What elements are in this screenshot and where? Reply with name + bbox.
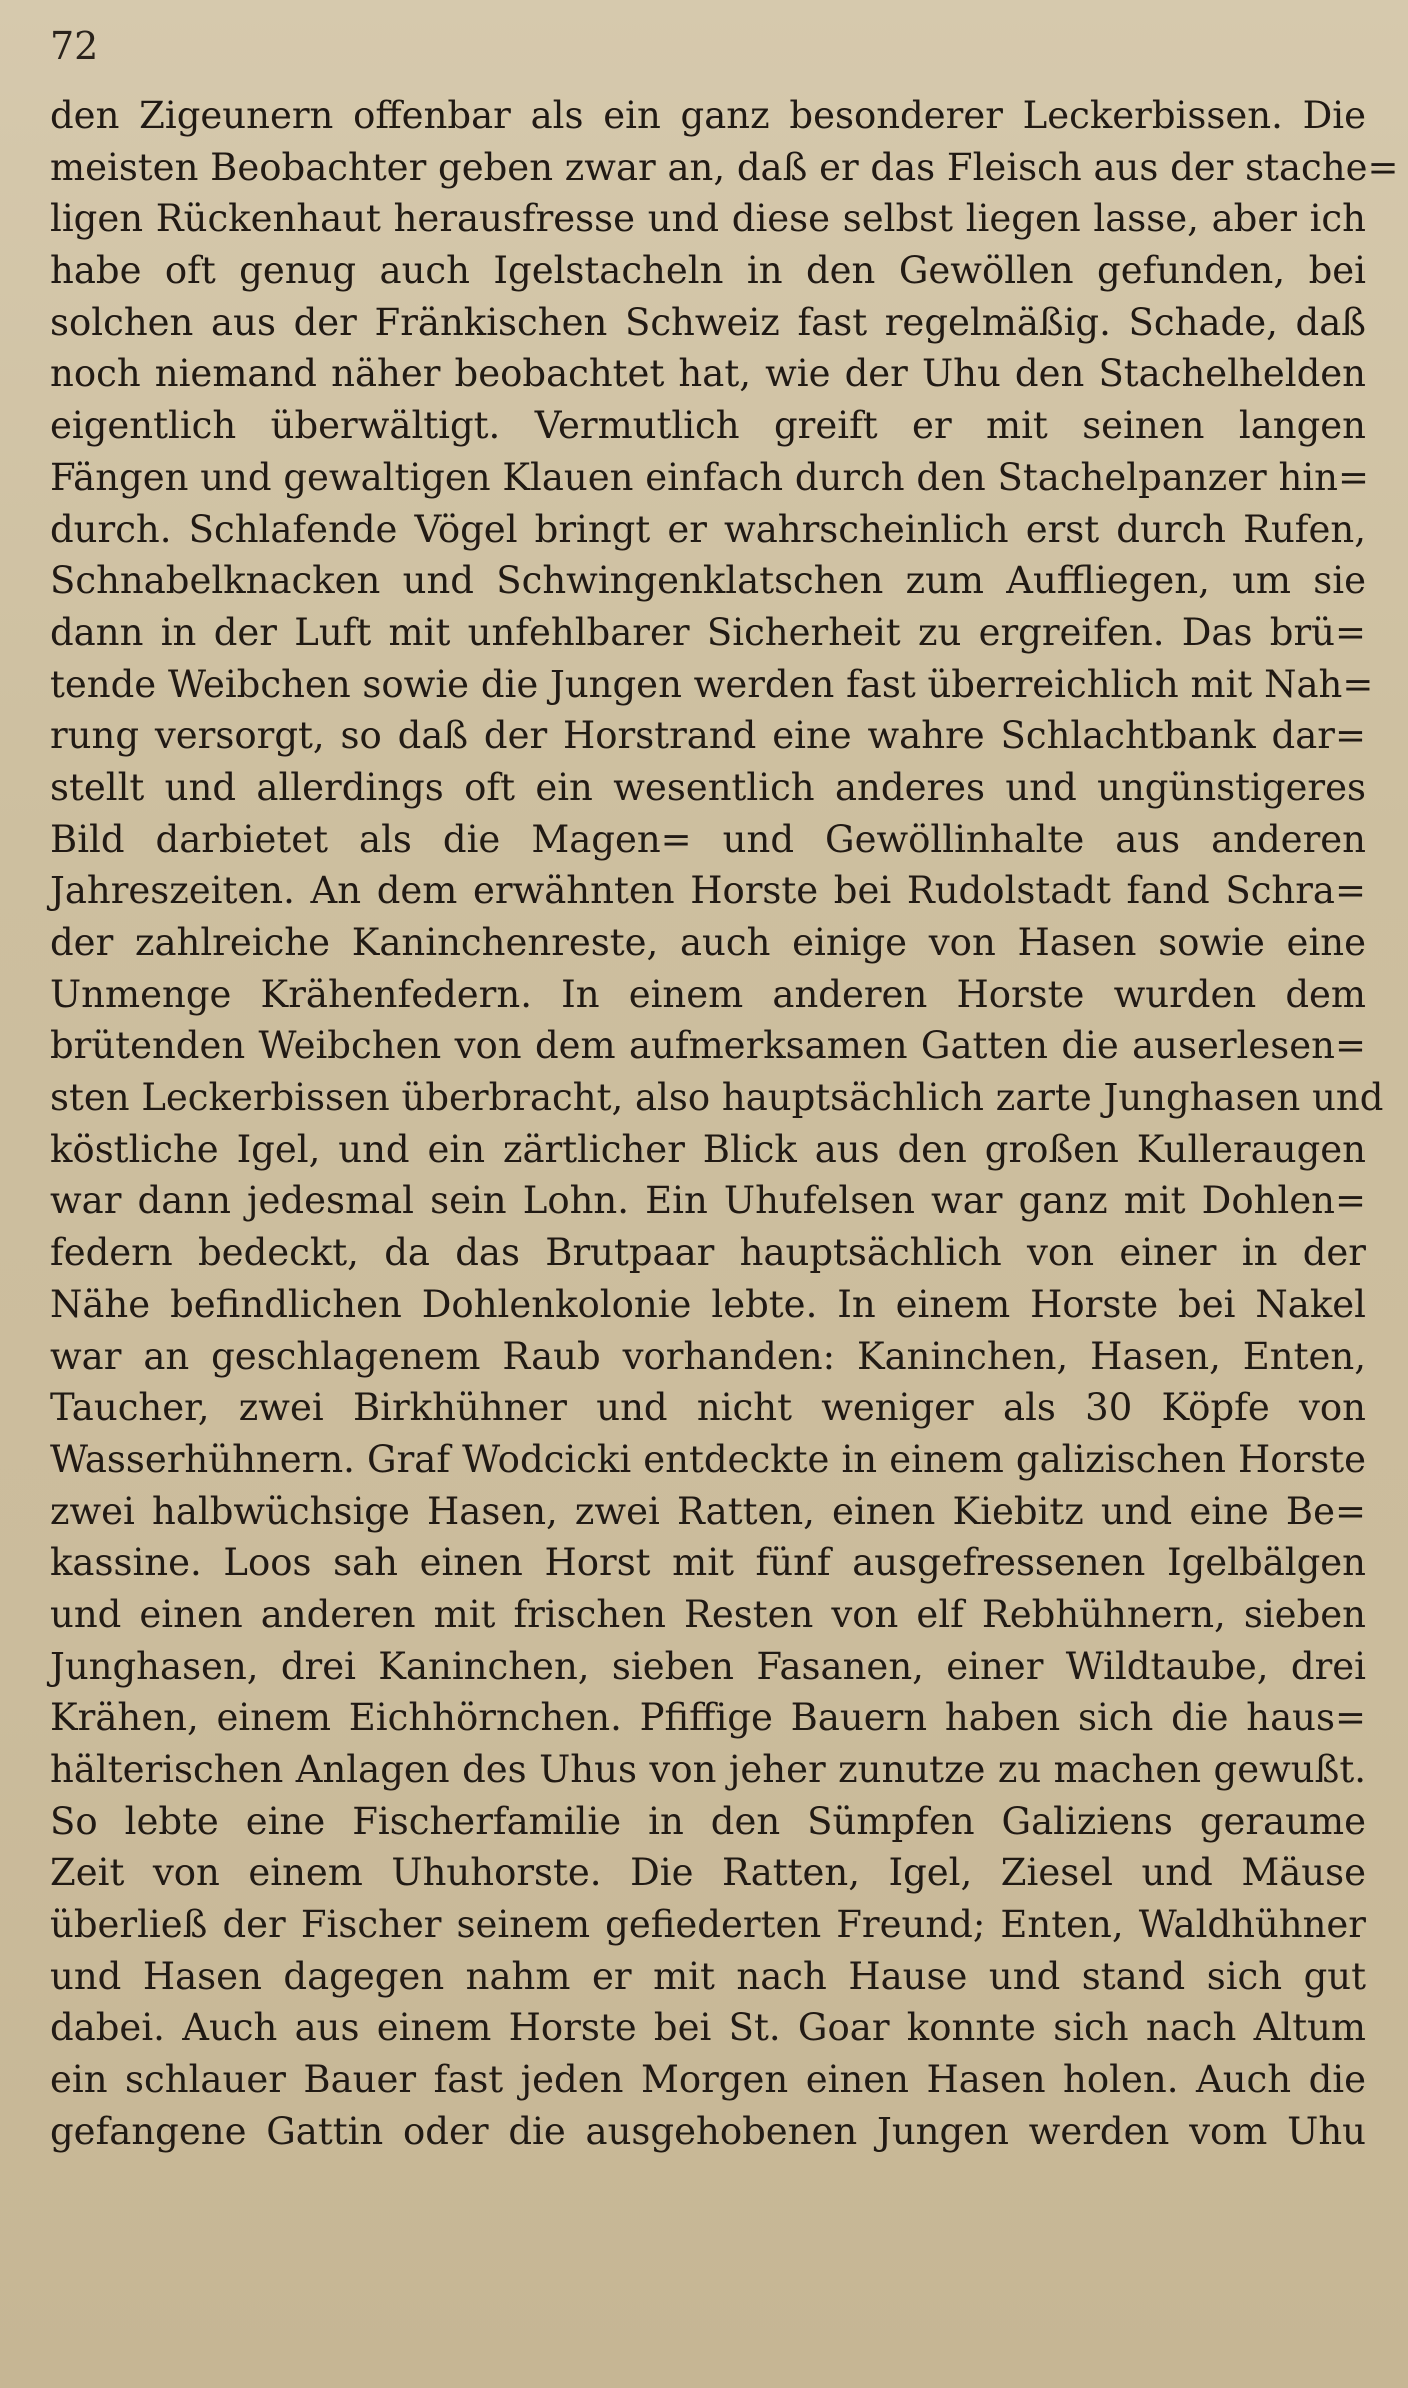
- text-line: Krähen, einem Eichhörnchen. Pfiffige Bauern haben sich die haus=: [50, 1696, 1366, 1740]
- text-line: überließ der Fischer seinem gefiederten Freund; Enten, Waldhühner: [50, 1903, 1366, 1947]
- text-line: brütenden Weibchen von dem aufmerksamen Gatten die auserlesen=: [50, 1024, 1366, 1068]
- text-line: Nähe befindlichen Dohlenkolonie lebte. In einem Horste bei Nakel: [50, 1282, 1366, 1326]
- text-line: stellt und allerdings oft ein wesentlich anderes und ungünstigeres: [50, 765, 1366, 809]
- text-line: So lebte eine Fischerfamilie in den Sümpfen Galiziens geraume: [50, 1799, 1366, 1843]
- text-line: dabei. Auch aus einem Horste bei St. Goar konnte sich nach Altum: [50, 2006, 1366, 2050]
- text-line: dann in der Luft mit unfehlbarer Sicherheit zu ergreifen. Das brü=: [50, 610, 1366, 654]
- text-line: und einen anderen mit frischen Resten von elf Rebhühnern, sieben: [50, 1592, 1366, 1636]
- text-line: Fängen und gewaltigen Klauen einfach durch den Stachelpanzer hin=: [50, 455, 1369, 499]
- text-line: meisten Beobachter geben zwar an, daß er das Fleisch aus der stache=: [50, 145, 1399, 189]
- text-line: tende Weibchen sowie die Jungen werden fast überreichlich mit Nah=: [50, 662, 1374, 706]
- body-text: [50, 90, 1399, 2158]
- text-line: hälterischen Anlagen des Uhus von jeher zunutze zu machen gewußt.: [50, 1748, 1366, 1791]
- text-line: zwei halbwüchsige Hasen, zwei Ratten, einen Kiebitz und eine Be=: [50, 1489, 1366, 1533]
- text-line: Wasserhühnern. Graf Wodcicki entdeckte in einem galizischen Horste: [50, 1437, 1366, 1481]
- text-line: Schnabelknacken und Schwingenklatschen zum Auffliegen, um sie: [50, 559, 1366, 603]
- text-line: habe oft genug auch Igelstacheln in den Gewöllen gefunden, bei: [50, 249, 1366, 293]
- text-line: war an geschlagenem Raub vorhanden: Kaninchen, Hasen, Enten,: [50, 1334, 1366, 1378]
- text-line: Unmenge Krähenfedern. In einem anderen Horste wurden dem: [50, 972, 1366, 1016]
- text-line: noch niemand näher beobachtet hat, wie der Uhu den Stachelhelden: [50, 352, 1366, 396]
- page-number: 72: [50, 24, 99, 68]
- text-line: rung versorgt, so daß der Horstrand eine wahre Schlachtbank dar=: [50, 714, 1366, 758]
- text-line: ligen Rückenhaut herausfresse und diese selbst liegen lasse, aber ich: [50, 197, 1366, 241]
- text-line: Junghasen, drei Kaninchen, sieben Fasanen, einer Wildtaube, drei: [50, 1644, 1366, 1688]
- text-line: eigentlich überwältigt. Vermutlich greift er mit seinen langen: [50, 404, 1366, 448]
- text-line: der zahlreiche Kaninchenreste, auch einige von Hasen sowie eine: [50, 921, 1366, 964]
- text-line: Zeit von einem Uhuhorste. Die Ratten, Igel, Ziesel und Mäuse: [50, 1851, 1366, 1895]
- text-line: köstliche Igel, und ein zärtlicher Blick aus den großen Kulleraugen: [50, 1127, 1366, 1171]
- text-line: gefangene Gattin oder die ausgehobenen Jungen werden vom Uhu: [50, 2109, 1366, 2153]
- text-line: war dann jedesmal sein Lohn. Ein Uhufelsen war ganz mit Dohlen=: [50, 1179, 1366, 1223]
- text-line: Jahreszeiten. An dem erwähnten Horste bei Rudolstadt fand Schra=: [50, 869, 1366, 913]
- text-line: durch. Schlafende Vögel bringt er wahrscheinlich erst durch Rufen,: [50, 507, 1366, 551]
- text-line: sten Leckerbissen überbracht, also hauptsächlich zarte Junghasen und: [50, 1076, 1384, 1120]
- text-line: Bild darbietet als die Magen= und Gewöllinhalte aus anderen: [50, 817, 1366, 861]
- text-line: kassine. Loos sah einen Horst mit fünf ausgefressenen Igelbälgen: [50, 1541, 1366, 1585]
- text-line: solchen aus der Fränkischen Schweiz fast regelmäßig. Schade, daß: [50, 300, 1366, 344]
- text-line: den Zigeunern offenbar als ein ganz besonderer Leckerbissen. Die: [50, 94, 1366, 137]
- text-line: und Hasen dagegen nahm er mit nach Hause und stand sich gut: [50, 1954, 1366, 1998]
- text-line: ein schlauer Bauer fast jeden Morgen einen Hasen holen. Auch die: [50, 2058, 1366, 2102]
- text-line: Taucher, zwei Birkhühner und nicht weniger als 30 Köpfe von: [50, 1386, 1366, 1430]
- text-line: federn bedeckt, da das Brutpaar hauptsächlich von einer in der: [50, 1231, 1366, 1275]
